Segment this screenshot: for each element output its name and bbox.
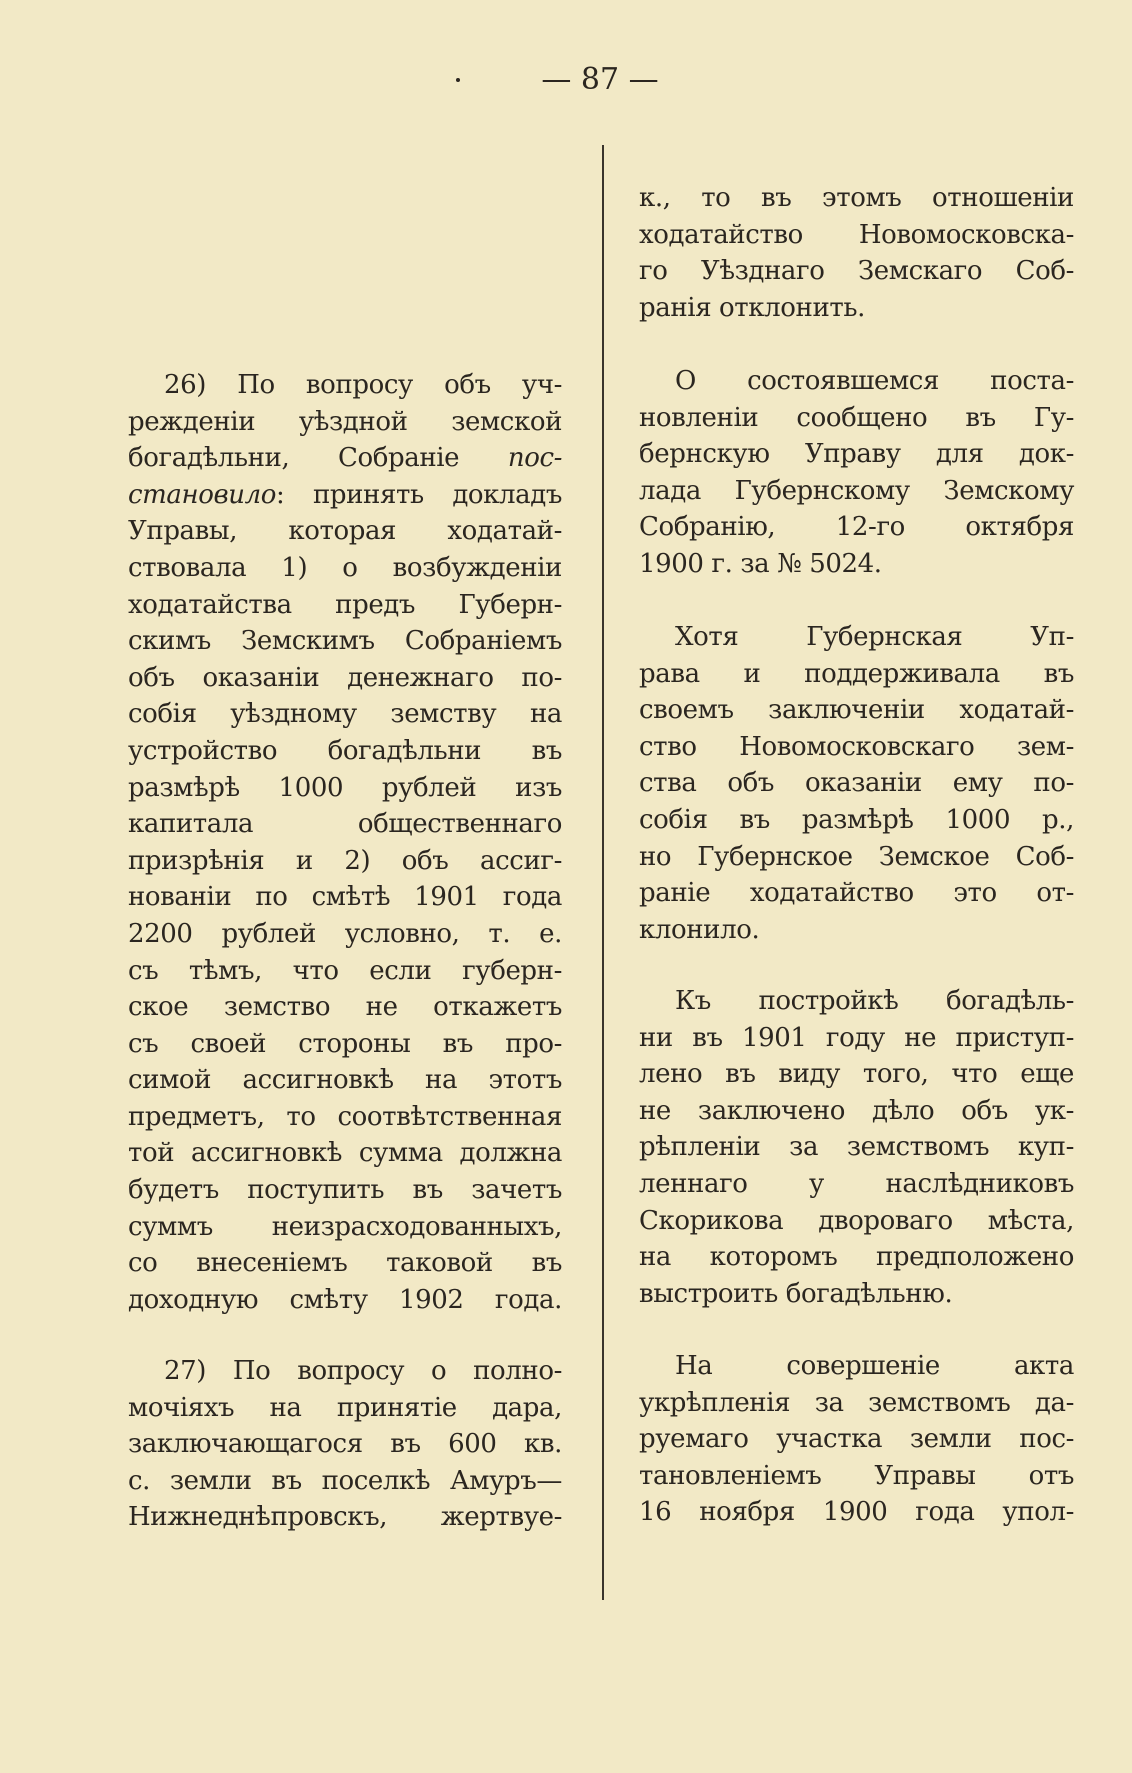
text-line	[639, 765, 1074, 802]
text-segment: лада Губернскому Земскому	[639, 475, 1074, 506]
text-line	[128, 1499, 562, 1536]
text-segment: скимъ Земскимъ Собраніемъ	[128, 626, 562, 657]
text-segment: собія въ размѣрѣ 1000 р.,	[639, 804, 1074, 835]
text-line	[128, 623, 562, 660]
text-segment: будетъ поступить въ зачетъ	[128, 1175, 562, 1206]
paragraph-26	[128, 367, 562, 1318]
text-segment: Скорикова двороваго мѣста,	[639, 1205, 1074, 1236]
text-line	[639, 509, 1074, 546]
text-segment: : принять докладъ	[275, 479, 562, 510]
text-segment: съ тѣмъ, что если губерн-	[128, 955, 562, 986]
text-line	[128, 1099, 562, 1136]
italic-text: пос-	[507, 443, 562, 474]
text-segment: руемаго участка земли пос-	[639, 1424, 1074, 1455]
text-line	[639, 1166, 1074, 1203]
text-line	[128, 1426, 562, 1463]
paragraph-provincial-board	[639, 619, 1074, 948]
text-line	[128, 440, 562, 477]
text-segment: рава и поддерживала въ	[639, 658, 1074, 689]
text-segment: бернскую Управу для док-	[639, 439, 1074, 470]
paragraph-construction	[639, 983, 1074, 1312]
text-line	[128, 806, 562, 843]
text-segment: объ оказаніи денежнаго по-	[128, 662, 562, 693]
text-line	[128, 1135, 562, 1172]
text-segment: выстроить богадѣльню.	[639, 1278, 953, 1309]
text-line	[639, 692, 1074, 729]
text-line	[639, 875, 1074, 912]
text-segment: предметъ, то соотвѣтственная	[128, 1101, 562, 1132]
text-segment: Собранію, 12-го октября	[639, 512, 1074, 543]
text-line	[128, 696, 562, 733]
text-line	[639, 912, 1074, 949]
column-divider	[602, 145, 604, 1600]
text-line	[128, 587, 562, 624]
text-segment: устройство богадѣльни въ	[128, 735, 562, 766]
text-segment: клонило.	[639, 914, 760, 945]
text-segment: тановленіемъ Управы отъ	[639, 1460, 1074, 1491]
text-line	[128, 1026, 562, 1063]
text-line	[639, 253, 1074, 290]
text-segment: 1900 г. за № 5024.	[639, 548, 882, 579]
text-segment: мочіяхъ на принятіе дара,	[128, 1392, 562, 1423]
text-segment: ходатайства предъ Губерн-	[128, 589, 562, 620]
text-line	[128, 1245, 562, 1282]
paragraph-continuation	[639, 180, 1074, 326]
text-segment: но Губернское Земское Соб-	[639, 841, 1074, 872]
text-line	[128, 1463, 562, 1500]
text-line	[639, 290, 1074, 327]
text-segment: симой ассигновкѣ на этотъ	[128, 1065, 562, 1096]
paragraph-resolution-notice	[639, 363, 1074, 583]
text-segment: своемъ заключеніи ходатай-	[639, 695, 1074, 726]
text-line	[639, 839, 1074, 876]
text-segment: лено въ виду того, что еще	[639, 1059, 1074, 1090]
text-segment: со внесеніемъ таковой въ	[128, 1248, 562, 1279]
text-segment: Хотя Губернская Уп-	[675, 622, 1074, 652]
text-segment: леннаго у наслѣдниковъ	[639, 1168, 1074, 1199]
text-segment: ходатайство Новомосковска-	[639, 219, 1074, 250]
text-segment: собія уѣздному земству на	[128, 699, 562, 730]
text-segment: Управы, которая ходатай-	[128, 516, 562, 547]
text-line	[128, 916, 562, 953]
text-segment: укрѣпленія за земствомъ да-	[639, 1387, 1074, 1418]
text-line	[639, 619, 1074, 656]
text-line	[128, 404, 562, 441]
text-line	[639, 1056, 1074, 1093]
text-segment: рѣпленіи за земствомъ куп-	[639, 1132, 1074, 1163]
text-segment: новленіи сообщено въ Гу-	[639, 402, 1074, 433]
text-line	[128, 1353, 562, 1390]
text-line	[639, 1239, 1074, 1276]
text-segment: 2200 рублей условно, т. е.	[128, 918, 562, 949]
italic-text: становило	[128, 479, 276, 510]
text-line	[128, 660, 562, 697]
text-segment: той ассигновкѣ сумма должна	[128, 1138, 562, 1169]
text-line	[639, 180, 1074, 217]
text-line	[128, 1209, 562, 1246]
text-line	[639, 1129, 1074, 1166]
text-segment: ни въ 1901 году не приступ-	[639, 1022, 1074, 1053]
text-segment: богадѣльни, Собраніе	[128, 443, 508, 474]
text-line	[128, 1282, 562, 1319]
text-segment: 27) По вопросу о полно-	[164, 1356, 562, 1386]
text-segment: раніе ходатайство это от-	[639, 878, 1074, 909]
text-line	[639, 473, 1074, 510]
text-line	[128, 843, 562, 880]
text-line	[128, 550, 562, 587]
text-segment: ранія отклонить.	[639, 292, 865, 323]
text-segment: съ своей стороны въ про-	[128, 1028, 562, 1059]
text-segment: ское земство не откажетъ	[128, 992, 562, 1023]
text-line	[128, 879, 562, 916]
text-segment: с. земли въ поселкѣ Амуръ—	[128, 1465, 562, 1496]
text-line	[128, 1390, 562, 1427]
text-line	[639, 656, 1074, 693]
text-segment: 16 ноября 1900 года упол-	[639, 1497, 1074, 1528]
text-line	[639, 1385, 1074, 1422]
text-segment: заключающагося въ 600 кв.	[128, 1429, 562, 1460]
text-segment: доходную смѣту 1902 года.	[128, 1284, 562, 1315]
text-segment: ства объ оказаніи ему по-	[639, 768, 1074, 799]
text-line	[128, 989, 562, 1026]
text-line	[639, 983, 1074, 1020]
text-segment: размѣрѣ 1000 рублей изъ	[128, 772, 562, 803]
text-segment: на которомъ предположено	[639, 1242, 1074, 1273]
paragraph-27	[128, 1353, 562, 1536]
text-line	[128, 953, 562, 990]
text-segment: нованіи по смѣтѣ 1901 года	[128, 882, 562, 913]
text-segment: режденіи уѣздной земской	[128, 406, 562, 437]
paragraph-deed	[639, 1348, 1074, 1531]
text-segment: О состоявшемся поста-	[675, 366, 1074, 396]
text-line	[128, 733, 562, 770]
text-line	[639, 436, 1074, 473]
text-line	[639, 1494, 1074, 1531]
text-segment: к., то въ этомъ отношеніи	[639, 183, 1074, 213]
text-segment: го Уѣзднаго Земскаго Соб-	[639, 256, 1074, 287]
text-segment: не заключено дѣло объ ук-	[639, 1095, 1074, 1126]
page-number: — 87 —	[541, 62, 659, 97]
text-segment: ство Новомосковскаго зем-	[639, 731, 1074, 762]
text-line	[639, 1093, 1074, 1130]
text-segment: капитала общественнаго	[128, 809, 562, 840]
text-line	[128, 1062, 562, 1099]
text-segment: Нижнеднѣпровскъ, жертвуе-	[128, 1502, 562, 1533]
text-line	[639, 1276, 1074, 1313]
text-segment: призрѣнія и 2) объ ассиг-	[128, 845, 562, 876]
text-line	[128, 477, 562, 514]
text-line	[128, 513, 562, 550]
text-segment: суммъ неизрасходованныхъ,	[128, 1211, 562, 1242]
text-segment: На совершеніе акта	[675, 1351, 1074, 1381]
text-line	[639, 546, 1074, 583]
text-segment: 26) По вопросу объ уч-	[164, 370, 562, 400]
text-line	[128, 367, 562, 404]
text-line	[639, 363, 1074, 400]
text-line	[639, 802, 1074, 839]
text-segment: Къ постройкѣ богадѣль-	[675, 986, 1074, 1016]
text-line	[639, 1020, 1074, 1057]
text-segment: ствовала 1) о возбужденіи	[128, 552, 562, 583]
text-line	[639, 1421, 1074, 1458]
text-line	[639, 1348, 1074, 1385]
text-line	[639, 729, 1074, 766]
text-line	[639, 1203, 1074, 1240]
text-line	[639, 217, 1074, 254]
text-line	[639, 400, 1074, 437]
text-line	[639, 1458, 1074, 1495]
text-line	[128, 1172, 562, 1209]
text-line	[128, 770, 562, 807]
